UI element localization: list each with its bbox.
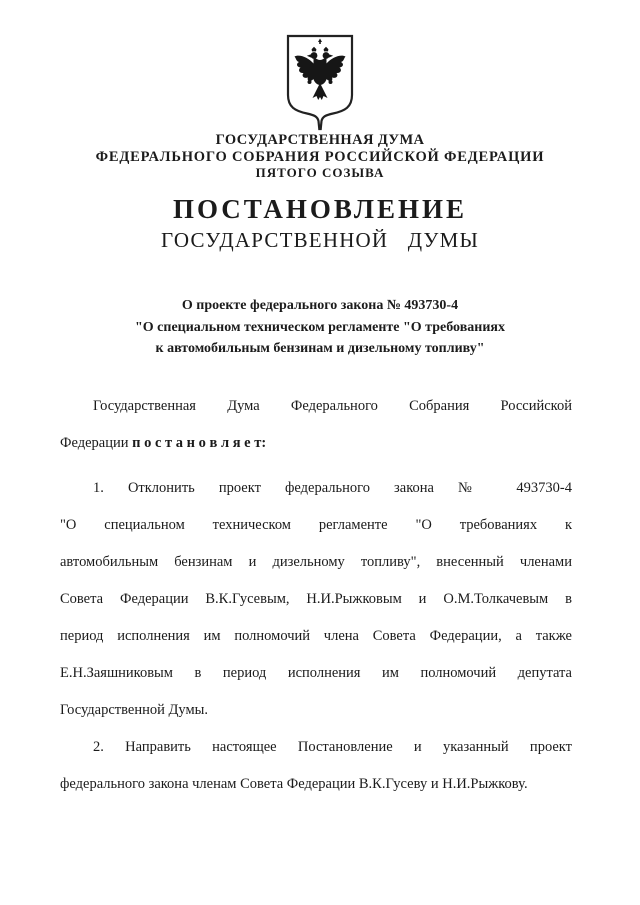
paragraph-1-line: 1. Отклонить проект федерального закона № 493730-4 <box>93 480 572 496</box>
paragraph-1-line: период исполнения им полномочий члена Совета Федерации, а также <box>60 628 572 644</box>
paragraph-1-line: автомобильным бензинам и дизельному топливу", внесенный членами <box>60 554 572 570</box>
paragraph-1-line: "О специальном техническом регламенте "О требованиях к <box>60 517 572 533</box>
paragraph-2-line: федерального закона членам Совета Федерации В.К.Гусеву и Н.И.Рыжкову. <box>60 776 528 792</box>
org-name-line2: ФЕДЕРАЛЬНОГО СОБРАНИЯ РОССИЙСКОЙ ФЕДЕРАЦИИ <box>95 148 545 165</box>
org-name-line1: ГОСУДАРСТВЕННАЯ ДУМА <box>215 132 425 148</box>
subject-line1: О проекте федерального закона № 493730-4 <box>181 298 459 313</box>
double-headed-eagle-icon <box>284 33 356 131</box>
document-title-subline: ГОСУДАРСТВЕННОЙ ДУМЫ <box>161 228 479 252</box>
document-type-title: ПОСТАНОВЛЕНИЕ <box>172 194 468 224</box>
subject-line2: "О специальном техническом регламенте "О требованиях <box>135 319 505 335</box>
paragraph-2-line: 2. Направить настоящее Постановление и указанный проект <box>93 739 572 755</box>
body-paragraph-2 <box>60 729 572 803</box>
body-paragraph-1 <box>60 470 572 729</box>
intro-line-2 <box>60 425 572 462</box>
paragraph-1-line: Совета Федерации В.К.Гусевым, Н.И.Рыжковым и О.М.Толкачевым в <box>60 591 572 607</box>
document-title <box>0 196 640 253</box>
paragraph-1-line: Государственной Думы. <box>60 702 208 718</box>
document-body <box>60 388 572 803</box>
document-subject <box>0 295 640 360</box>
intro-line-2-text: Федерации <box>60 435 133 451</box>
org-name-line3: ПЯТОГО СОЗЫВА <box>255 165 385 180</box>
decree-word: п о с т а н о в л я е т: <box>132 435 267 451</box>
organization-header <box>0 132 640 182</box>
intro-line-1: Государственная Дума Федерального Собрания Российской <box>93 398 572 414</box>
subject-line3: к автомобильным бензинам и дизельному топливу" <box>155 341 485 356</box>
coat-of-arms-emblem <box>284 33 356 136</box>
paragraph-1-line: Е.Н.Заяшниковым в период исполнения им полномочий депутата <box>60 665 572 681</box>
body-intro-paragraph <box>60 388 572 462</box>
